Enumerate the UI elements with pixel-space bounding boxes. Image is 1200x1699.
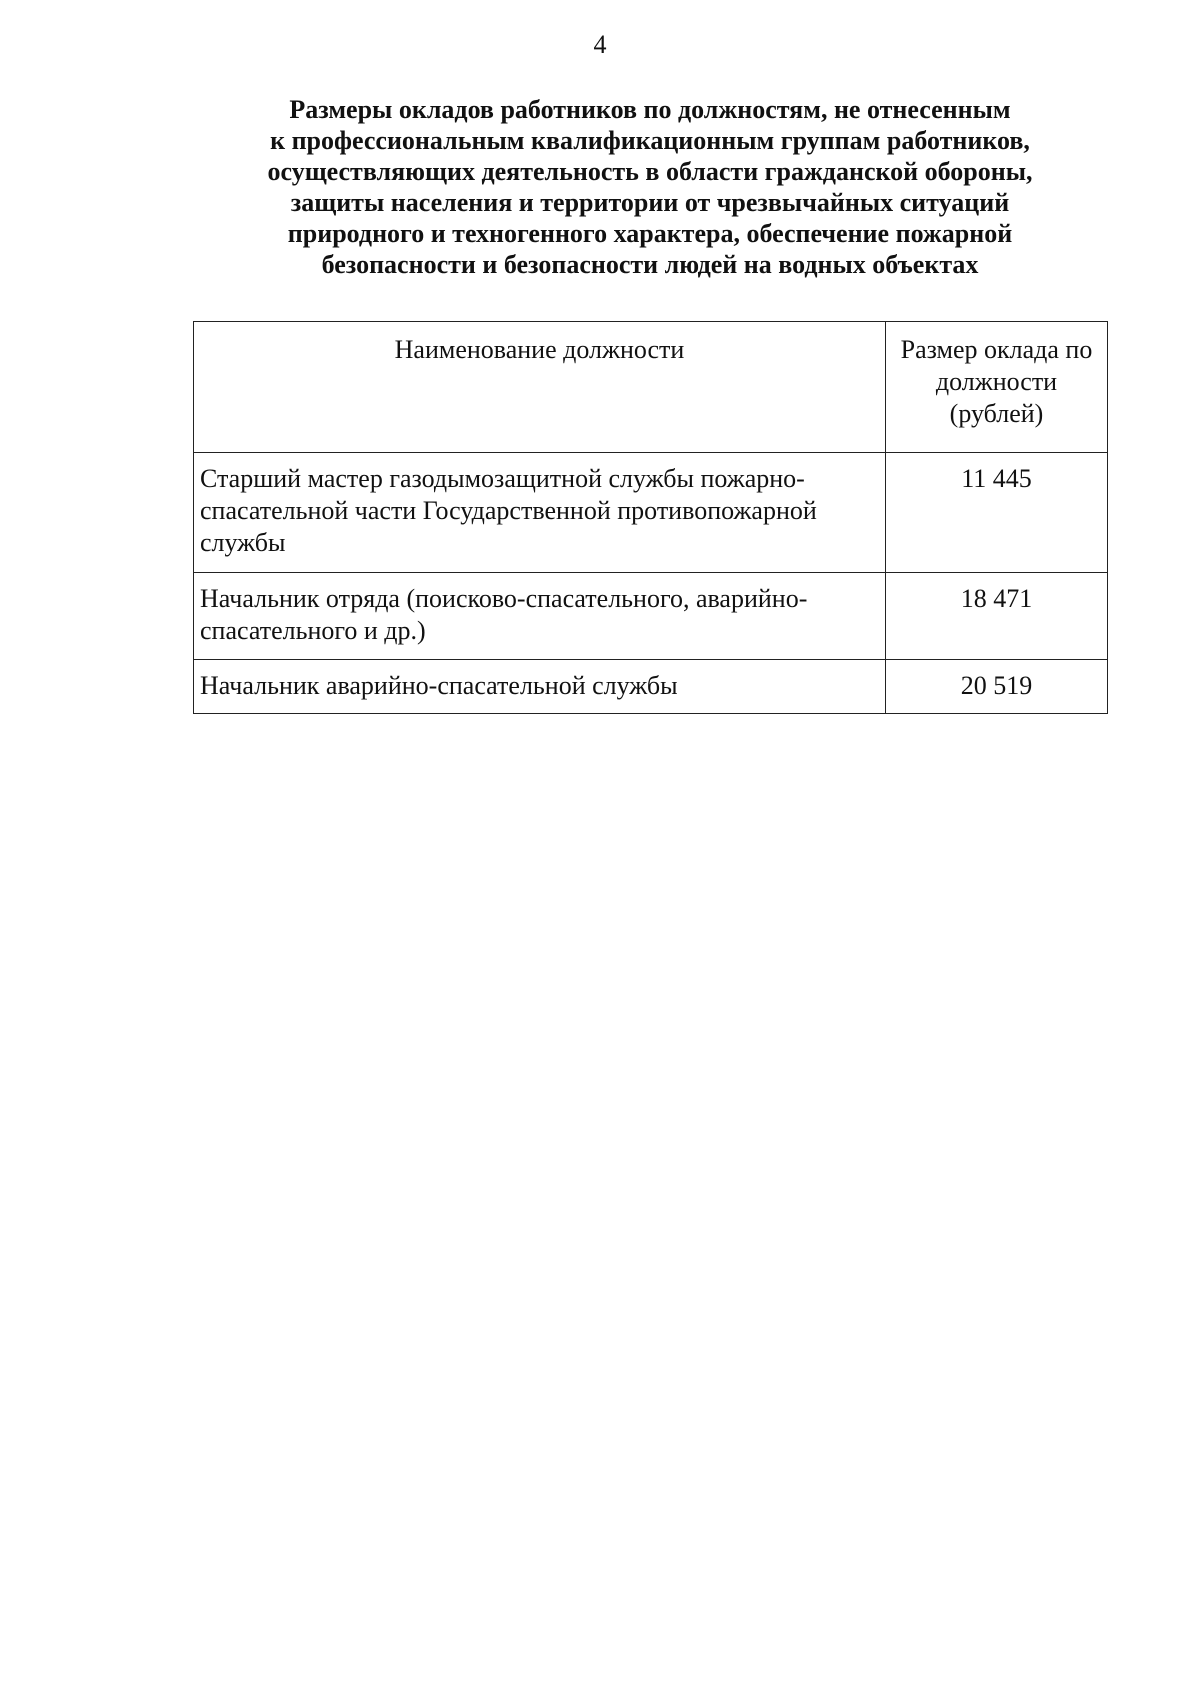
position-name-cell: Старший мастер газодымозащитной службы пожарно-спасательной части Государственной противопожарной службы xyxy=(194,453,886,573)
table-row xyxy=(194,573,1108,660)
table-header-row xyxy=(194,322,1108,453)
title-line: защиты населения и территории от чрезвычайных ситуаций xyxy=(290,188,1010,217)
salary-table xyxy=(193,321,1108,714)
position-name-cell: Начальник аварийно-спасательной службы xyxy=(194,660,886,714)
title-line: природного и техногенного характера, обеспечение пожарной xyxy=(287,219,1013,248)
header-position-name: Наименование должности xyxy=(194,322,886,453)
header-salary-amount: Размер оклада по должности (рублей) xyxy=(886,322,1108,453)
page-number: 4 xyxy=(593,30,607,59)
salary-value-cell: 11 445 xyxy=(886,453,1108,573)
salary-value-cell: 18 471 xyxy=(886,573,1108,660)
table-row xyxy=(194,453,1108,573)
position-name-cell: Начальник отряда (поисково-спасательного, аварийно-спасательного и др.) xyxy=(194,573,886,660)
salary-value-cell: 20 519 xyxy=(886,660,1108,714)
title-line: к профессиональным квалификационным группам работников, xyxy=(270,126,1030,155)
title-line: безопасности и безопасности людей на водных объектах xyxy=(321,250,979,279)
title-line: осуществляющих деятельность в области гражданской обороны, xyxy=(267,157,1033,186)
table-row xyxy=(194,660,1108,714)
title-line: Размеры окладов работников по должностям, не отнесенным xyxy=(289,95,1011,124)
document-title xyxy=(180,94,1120,280)
